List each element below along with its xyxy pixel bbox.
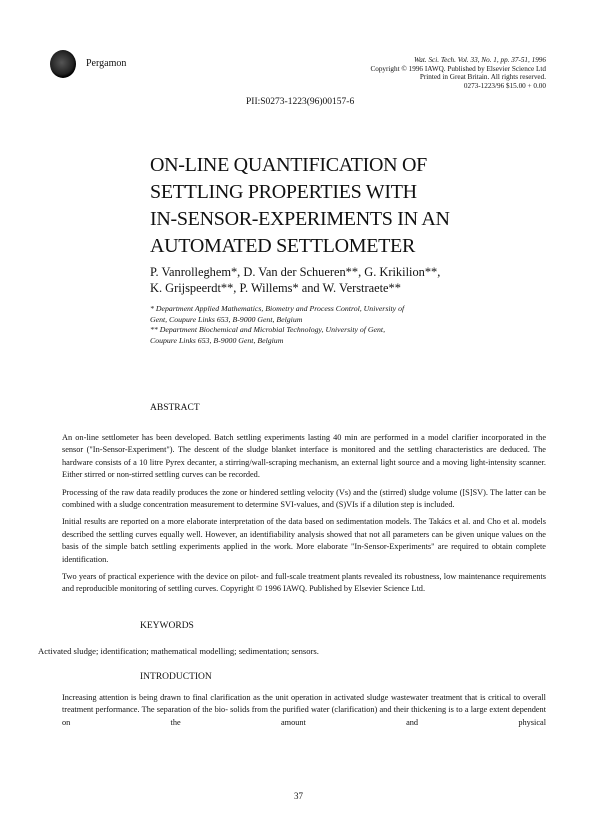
abstract-paragraph: Two years of practical experience with the device on pilot- and full-scale treatment plants revealed its robustness, low maintenance requirements and reproducible monitoring of settling curves. Copyright © 1996 IAWQ. Published by Elsevier Science Ltd.	[62, 572, 546, 594]
page-number: 37	[294, 791, 303, 801]
introduction-body	[62, 692, 546, 734]
affiliation-line: * Department Applied Mathematics, Biometry and Process Control, University of	[150, 304, 405, 313]
author-line: K. Grijspeerdt**, P. Willems* and W. Verstraete**	[150, 281, 401, 295]
citation-line: 0273-1223/96 $15.00 + 0.00	[463, 81, 546, 90]
publisher-name: Pergamon	[86, 58, 127, 69]
paper-title	[150, 152, 450, 260]
affiliation-line: ** Department Biochemical and Microbial Technology, University of Gent,	[150, 325, 386, 335]
title-line: AUTOMATED SETTLOMETER	[150, 235, 415, 257]
citation-line: Copyright © 1996 IAWQ. Published by Elsevier Science Ltd	[370, 64, 546, 73]
title-line: ON-LINE QUANTIFICATION OF	[150, 154, 427, 176]
publisher-logo	[50, 50, 76, 78]
citation-line: Wat. Sci. Tech. Vol. 33, No. 1, pp. 37-51, 1996	[413, 56, 546, 64]
abstract-paragraph: Initial results are reported on a more elaborate interpretation of the data based on sedimentation models. The Takács et al. and Cho et al. models described the settling curves equally well. However, an identifiability analysis showed that not all parameters can be given unique values on the basis of the simple batch settling experiments applied in the work. More elaborate "In-Sensor-Experiments" are required to obtain complete identification.	[62, 517, 546, 564]
title-line: IN-SENSOR-EXPERIMENTS IN AN	[150, 208, 450, 230]
introduction-heading: INTRODUCTION	[140, 672, 212, 682]
pii: PII:S0273-1223(96)00157-6	[246, 97, 355, 107]
abstract-heading: ABSTRACT	[150, 403, 200, 413]
citation-line: Printed in Great Britain. All rights reserved.	[419, 73, 546, 82]
author-line: P. Vanrolleghem*, D. Van der Schueren**, G. Krikilion**,	[150, 265, 441, 279]
affiliation-line: Coupure Links 653, B-9000 Gent, Belgium	[150, 335, 284, 345]
citation-block	[370, 56, 546, 90]
abstract-body	[62, 432, 546, 601]
introduction-paragraph: Increasing attention is being drawn to final clarification as the unit operation in activated sludge wastewater treatment that is critical to overall treatment performance. The separation of the bio- solids from the purified water (clarification) and their thickening is to a large extent dependent on the amount and physical	[62, 693, 546, 727]
abstract-paragraph: Processing of the raw data readily produces the zone or hindered settling velocity (Vs) and the (stirred) sludge volume ([S]SV). The latter can be combined with a sludge concentration measurement to determine SVI-values, and (S)VIs if a dilution step is included.	[62, 487, 546, 510]
keywords-text: Activated sludge; identification; mathematical modelling; sedimentation; sensors.	[38, 646, 319, 656]
affiliations	[150, 304, 404, 346]
affiliation-line: Gent, Coupure Links 653, B-9000 Gent, Belgium	[150, 314, 303, 324]
abstract-paragraph: An on-line settlometer has been developed. Batch settling experiments lasting 40 min are performed in a model clarifier incorporated in the sensor ("In-Sensor-Experiment"). The descent of the sludge blanket interface is monitored and the settling characteristics are deduced. The hardware consists of a 10 litre Pyrex decanter, a stirring/wall-scraping mechanism, an external light source and a moving light-intensity scanner. Either stirred or non-stirred settling curves can be recorded.	[62, 433, 546, 480]
authors	[150, 264, 440, 296]
title-line: SETTLING PROPERTIES WITH	[150, 181, 417, 203]
keywords-heading: KEYWORDS	[140, 621, 194, 631]
